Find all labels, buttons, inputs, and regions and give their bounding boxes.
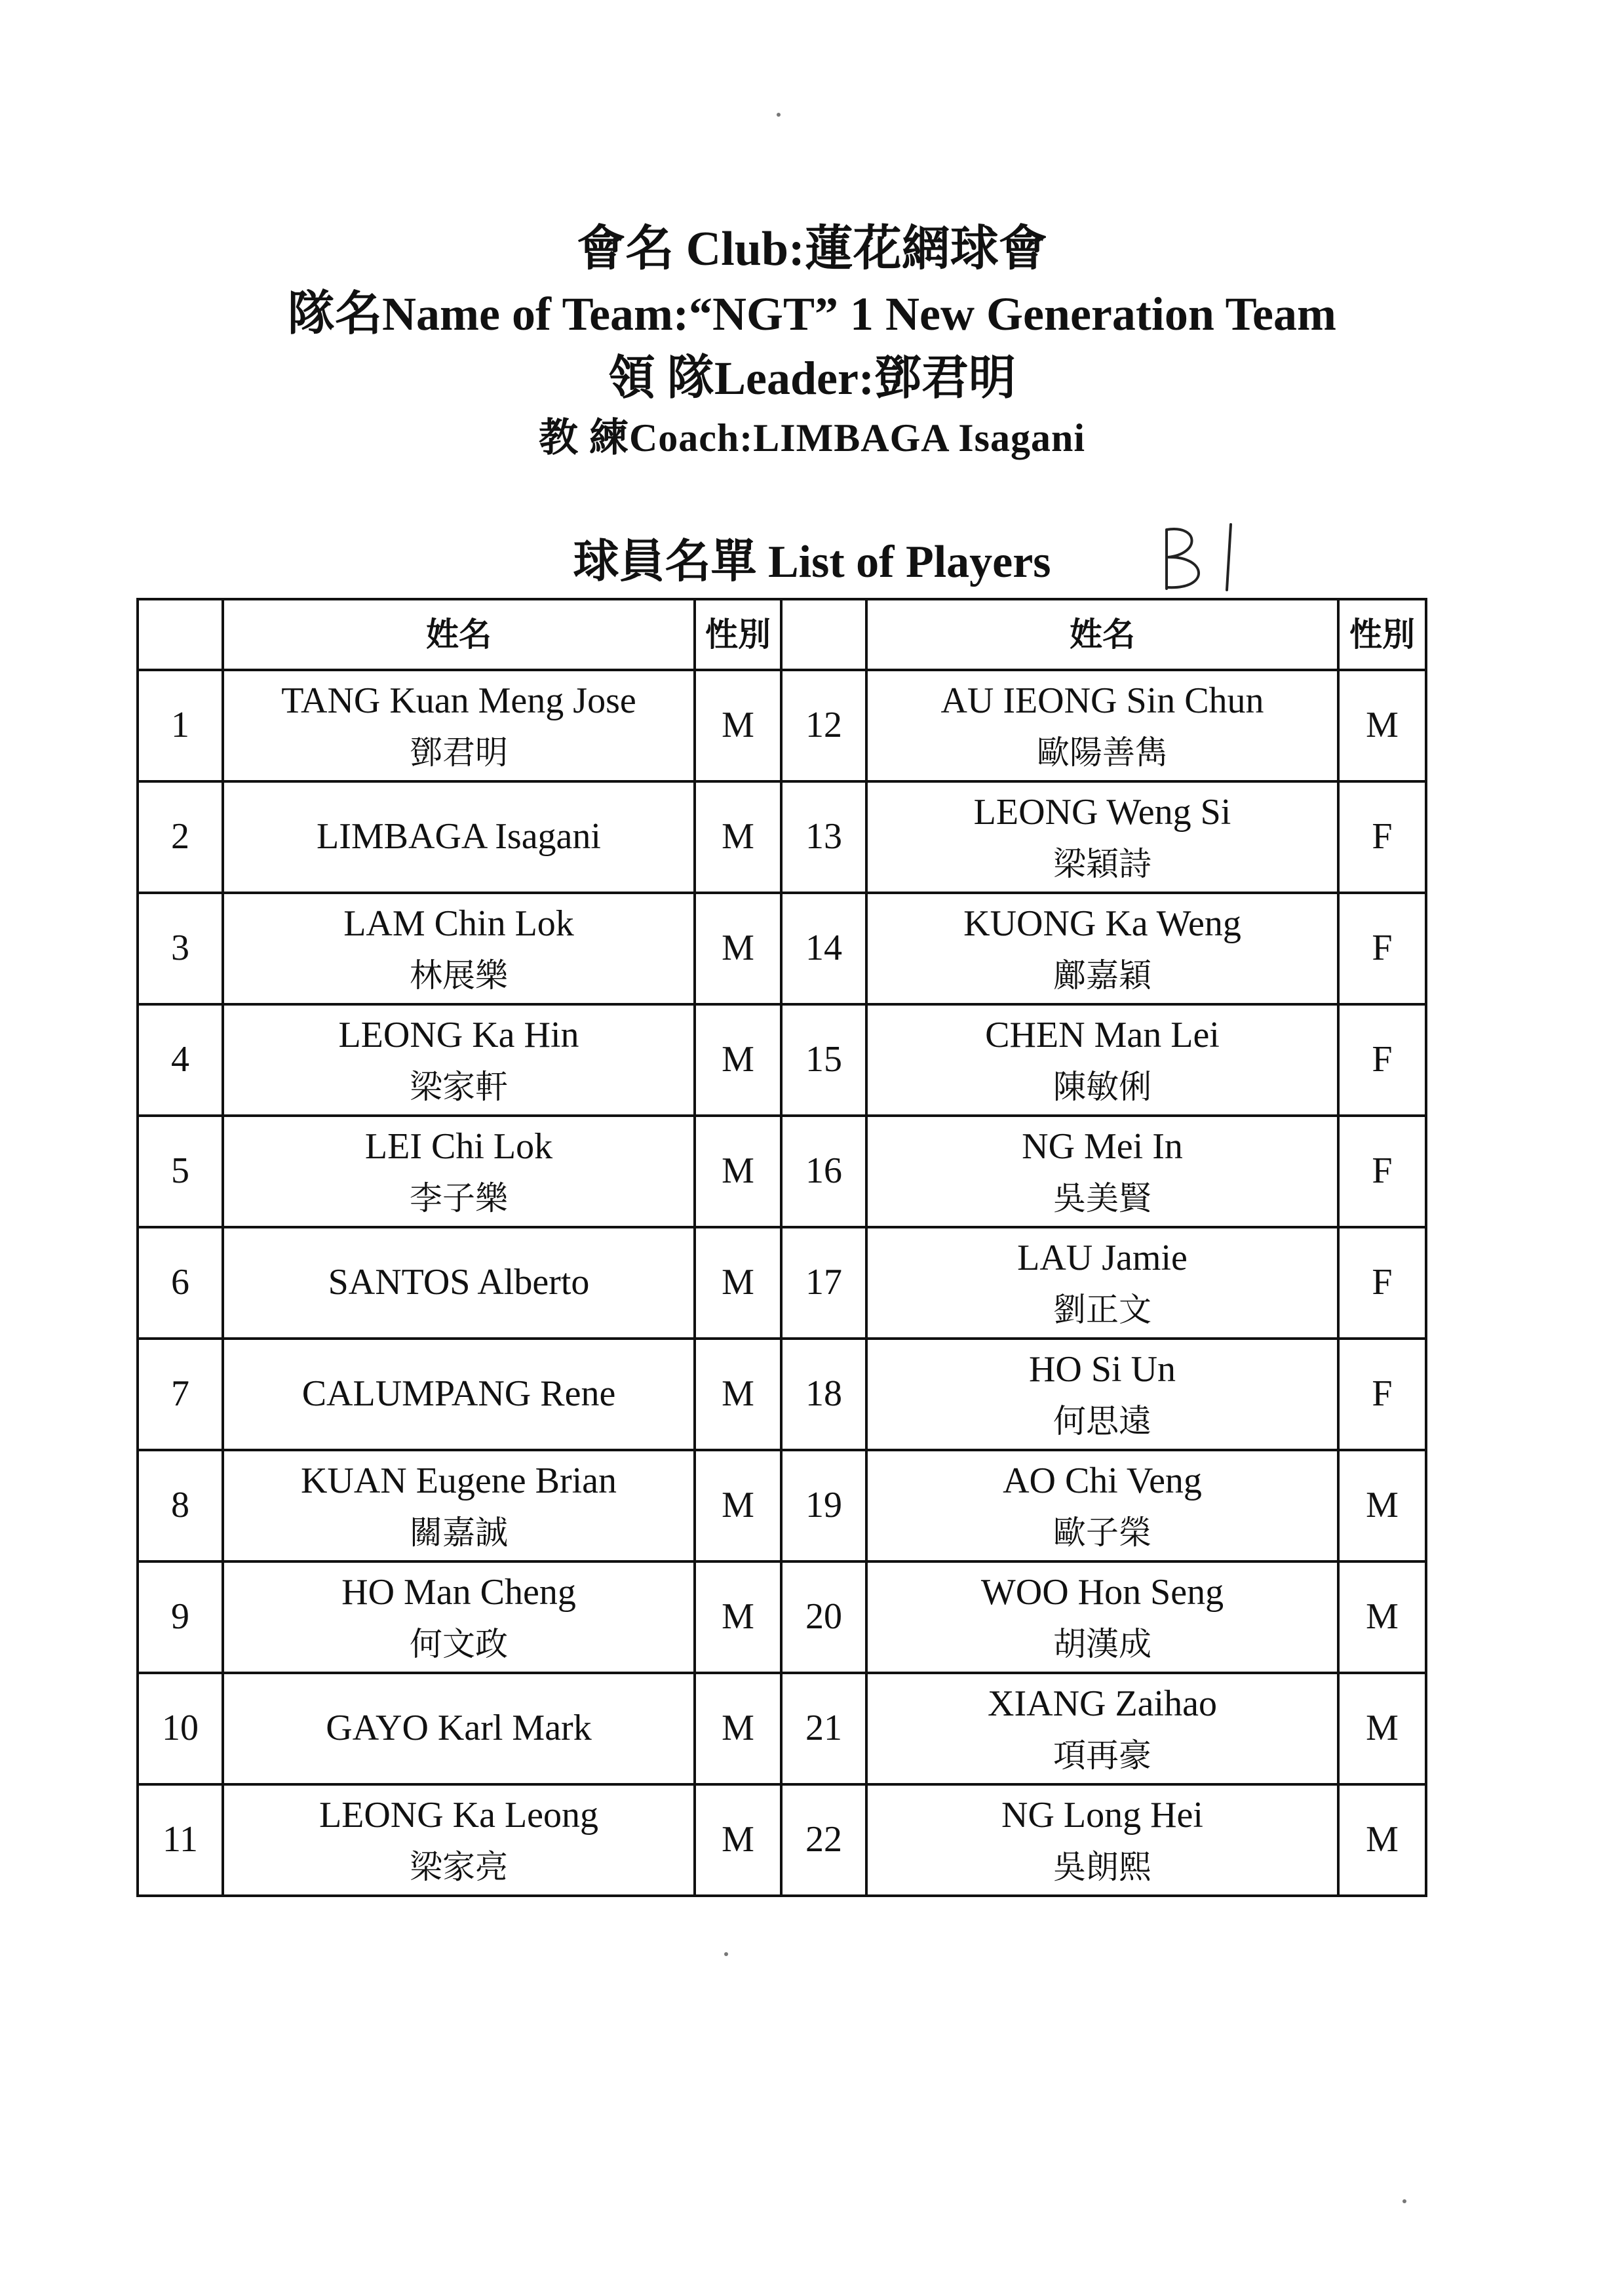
player-name-english: SANTOS Alberto [328, 1262, 590, 1303]
player-name-cell-left [223, 1784, 695, 1896]
table-row [138, 1561, 1426, 1673]
player-name-chinese: 梁家軒 [410, 1067, 508, 1106]
player-name-cell-left [223, 1561, 695, 1673]
player-name-english: LEONG Ka Leong [319, 1795, 599, 1836]
player-name-cell-right [866, 893, 1338, 1004]
player-name-cell-right [866, 1561, 1338, 1673]
player-name-chinese: 梁穎詩 [1053, 844, 1151, 883]
player-name-english: LEONG Weng Si [973, 792, 1231, 833]
player-name-cell-right [866, 1227, 1338, 1339]
player-name-chinese: 何思遠 [1053, 1402, 1151, 1440]
player-name-english: AU IEONG Sin Chun [940, 680, 1264, 722]
player-name-cell-right [866, 1784, 1338, 1896]
table-row [138, 1784, 1426, 1896]
player-number-left: 11 [138, 1784, 223, 1896]
player-name-chinese: 吳朗熙 [1053, 1847, 1151, 1886]
table-row [138, 1673, 1426, 1784]
player-gender-right: M [1338, 1784, 1426, 1896]
player-name-english: KUAN Eugene Brian [300, 1461, 617, 1502]
team-name: 隊名Name of Team:“NGT” 1 New Generation Team [288, 288, 1336, 340]
header-no-left [138, 599, 223, 670]
player-name-chinese: 項再豪 [1053, 1736, 1151, 1775]
player-name-english: AO Chi Veng [1003, 1461, 1202, 1502]
player-number-left: 8 [138, 1450, 223, 1561]
player-gender-left: M [695, 1673, 781, 1784]
player-gender-right: F [1338, 1116, 1426, 1227]
table-row [138, 1227, 1426, 1339]
team-coach: 教 練Coach:LIMBAGA Isagani [538, 416, 1086, 460]
player-name-cell-left [223, 1450, 695, 1561]
club-name: 會名 Club:蓮花網球會 [577, 222, 1047, 276]
player-name-chinese: 何文政 [410, 1624, 508, 1663]
list-title: 球員名單 List of Players [573, 537, 1051, 587]
player-gender-left: M [695, 781, 781, 893]
player-list-table [136, 598, 1427, 1897]
player-name-chinese: 陳敏俐 [1053, 1067, 1151, 1106]
player-name-english: LAU Jamie [1017, 1238, 1188, 1279]
player-name-chinese: 歐陽善雋 [1037, 733, 1168, 772]
table-row [138, 1450, 1426, 1561]
player-number-left: 5 [138, 1116, 223, 1227]
player-name-chinese: 林展樂 [410, 956, 508, 994]
player-name-english: NG Mei In [1022, 1126, 1183, 1167]
player-gender-right: F [1338, 781, 1426, 893]
player-number-right: 12 [781, 670, 866, 781]
player-gender-right: F [1338, 1339, 1426, 1450]
header-gender-right: 性別 [1338, 599, 1426, 670]
player-gender-right: M [1338, 1673, 1426, 1784]
scan-speck [777, 113, 781, 117]
player-number-left: 1 [138, 670, 223, 781]
header-gender-left: 性別 [695, 599, 781, 670]
player-number-left: 3 [138, 893, 223, 1004]
player-rows [138, 670, 1426, 1896]
header-name-left: 姓名 [223, 599, 695, 670]
player-number-right: 14 [781, 893, 866, 1004]
player-name-english: TANG Kuan Meng Jose [281, 680, 636, 722]
table-row [138, 781, 1426, 893]
player-gender-right: M [1338, 670, 1426, 781]
player-name-cell-left [223, 670, 695, 781]
player-name-english: XIANG Zaihao [988, 1683, 1217, 1725]
player-name-cell-right [866, 1673, 1338, 1784]
player-name-cell-left [223, 1116, 695, 1227]
player-name-chinese: 劉正文 [1053, 1290, 1151, 1329]
player-number-right: 19 [781, 1450, 866, 1561]
player-name-cell-left [223, 1339, 695, 1450]
player-number-right: 16 [781, 1116, 866, 1227]
player-name-chinese: 關嘉誠 [410, 1513, 508, 1552]
header-no-right [781, 599, 866, 670]
player-gender-left: M [695, 1227, 781, 1339]
player-number-left: 6 [138, 1227, 223, 1339]
table-row [138, 893, 1426, 1004]
player-name-cell-right [866, 1116, 1338, 1227]
player-number-right: 22 [781, 1784, 866, 1896]
player-number-left: 4 [138, 1004, 223, 1116]
player-gender-right: F [1338, 1227, 1426, 1339]
player-number-right: 21 [781, 1673, 866, 1784]
scan-speck [724, 1952, 728, 1956]
player-number-right: 15 [781, 1004, 866, 1116]
player-name-chinese: 胡漢成 [1053, 1624, 1151, 1663]
player-number-right: 20 [781, 1561, 866, 1673]
player-name-english: LAM Chin Lok [343, 903, 574, 945]
player-name-cell-left [223, 1004, 695, 1116]
player-number-right: 17 [781, 1227, 866, 1339]
player-name-cell-left [223, 1227, 695, 1339]
player-gender-left: M [695, 1784, 781, 1896]
player-name-chinese: 吳美賢 [1053, 1179, 1151, 1217]
player-name-cell-right [866, 781, 1338, 893]
player-name-english: WOO Hon Seng [980, 1572, 1224, 1613]
player-name-english: GAYO Karl Mark [326, 1708, 592, 1749]
player-gender-left: M [695, 893, 781, 1004]
player-number-right: 13 [781, 781, 866, 893]
player-name-cell-right [866, 1450, 1338, 1561]
player-gender-right: F [1338, 1004, 1426, 1116]
player-gender-right: M [1338, 1561, 1426, 1673]
player-name-cell-left [223, 893, 695, 1004]
player-number-left: 7 [138, 1339, 223, 1450]
player-gender-left: M [695, 670, 781, 781]
player-name-english: LEONG Ka Hin [338, 1015, 579, 1056]
table-row [138, 1004, 1426, 1116]
player-name-cell-right [866, 1004, 1338, 1116]
player-name-chinese: 鄧君明 [410, 733, 508, 772]
player-name-chinese: 梁家亮 [410, 1847, 508, 1886]
table-header-row [138, 599, 1426, 670]
player-number-right: 18 [781, 1339, 866, 1450]
player-name-cell-right [866, 1339, 1338, 1450]
player-name-english: CALUMPANG Rene [301, 1373, 616, 1415]
player-gender-right: M [1338, 1450, 1426, 1561]
player-name-chinese: 鄺嘉穎 [1053, 956, 1151, 994]
scan-speck [1402, 2199, 1406, 2203]
player-gender-left: M [695, 1004, 781, 1116]
player-name-english: LIMBAGA Isagani [317, 816, 601, 857]
player-gender-left: M [695, 1561, 781, 1673]
table-row [138, 1116, 1426, 1227]
team-leader: 領 隊Leader:鄧君明 [608, 352, 1016, 404]
player-name-english: HO Man Cheng [341, 1572, 576, 1613]
player-name-cell-right [866, 670, 1338, 781]
player-number-left: 2 [138, 781, 223, 893]
player-number-left: 10 [138, 1673, 223, 1784]
handwritten-b1-mark [1153, 518, 1258, 597]
player-name-chinese: 李子樂 [410, 1179, 508, 1217]
player-name-english: KUONG Ka Weng [963, 903, 1241, 945]
player-number-left: 9 [138, 1561, 223, 1673]
player-name-english: NG Long Hei [1001, 1795, 1203, 1836]
table-row [138, 1339, 1426, 1450]
player-name-english: HO Si Un [1028, 1349, 1176, 1390]
player-name-cell-left [223, 1673, 695, 1784]
player-name-english: CHEN Man Lei [985, 1015, 1220, 1056]
player-gender-left: M [695, 1116, 781, 1227]
table-row [138, 670, 1426, 781]
player-gender-left: M [695, 1450, 781, 1561]
player-gender-right: F [1338, 893, 1426, 1004]
player-name-cell-left [223, 781, 695, 893]
player-gender-left: M [695, 1339, 781, 1450]
header-name-right: 姓名 [866, 599, 1338, 670]
player-name-chinese: 歐子榮 [1053, 1513, 1151, 1552]
player-name-english: LEI Chi Lok [364, 1126, 553, 1167]
